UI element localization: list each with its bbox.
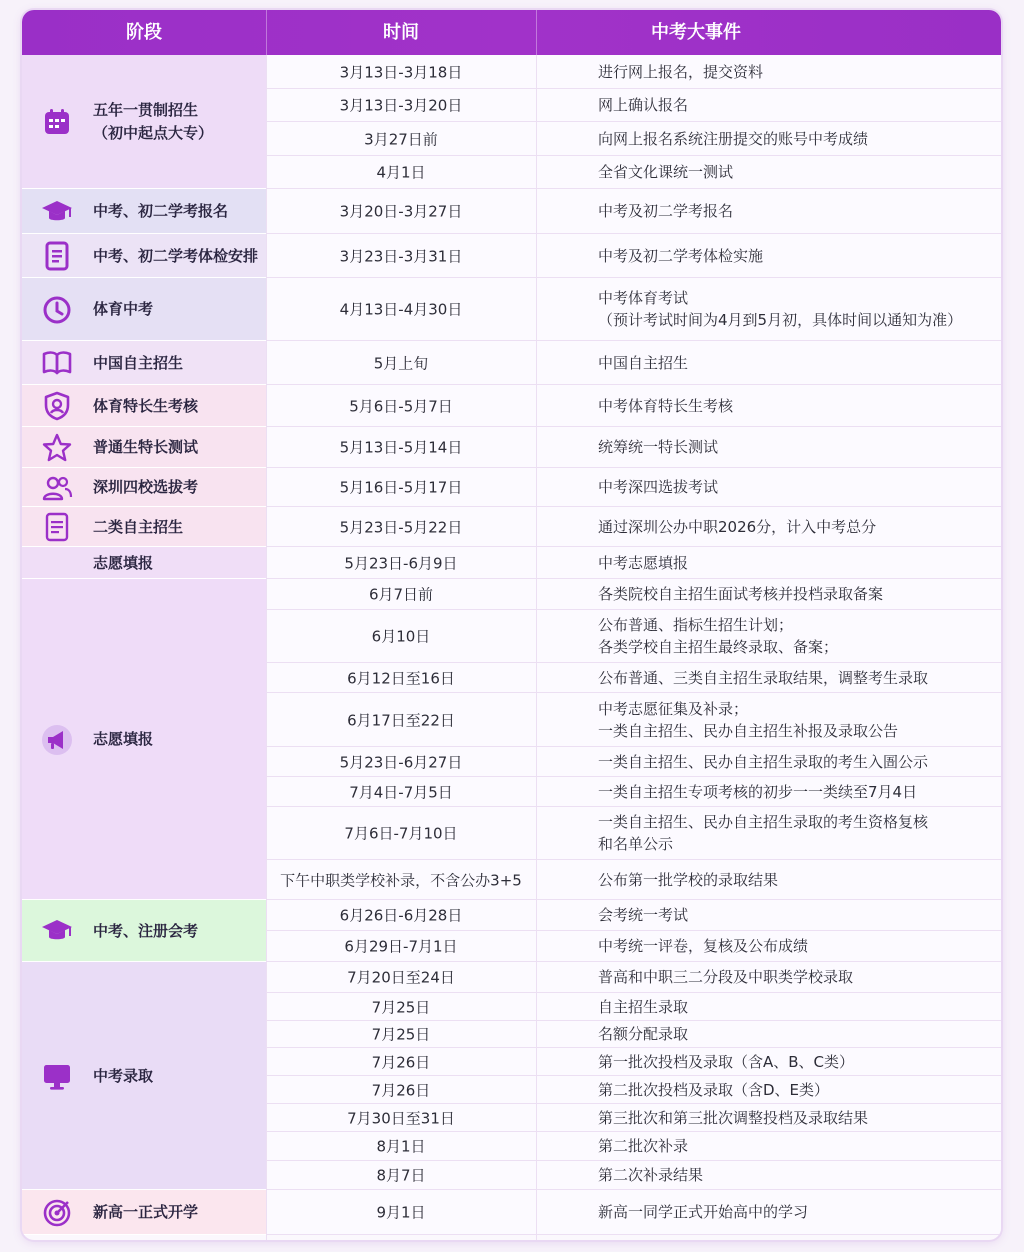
table-row [266, 1190, 1001, 1235]
table-row [266, 341, 1001, 385]
table-row [266, 693, 1001, 747]
row-time: 5月23日-5月22日 [339, 518, 463, 536]
header-time: 时间 [383, 22, 419, 43]
row-event: 中考深四选拔考试 [598, 478, 719, 496]
row-time: 6月29日-7月1日 [344, 937, 458, 956]
row-time: 7月26日 [371, 1053, 431, 1071]
row-time: 5月23日-6月27日 [339, 753, 463, 771]
table-row [266, 610, 1001, 663]
column-divider [266, 55, 267, 1240]
stage-label: 中国自主招生 [93, 353, 184, 372]
row-event: 各类院校自主招生面试考核并投档录取备案 [598, 585, 884, 603]
calendar-icon [40, 105, 74, 139]
row-time: 3月23日-3月31日 [339, 247, 463, 265]
megaphone-icon [40, 723, 74, 757]
table-row [266, 663, 1001, 693]
table-row [266, 1104, 1001, 1132]
users-icon [40, 471, 74, 505]
row-time: 8月7日 [376, 1166, 426, 1185]
table-row [266, 747, 1001, 777]
row-event: 中考志愿填报 [598, 553, 689, 572]
stage-label: 体育中考 [93, 300, 154, 318]
header-event: 中考大事件 [651, 22, 741, 43]
row-time: 7月25日 [371, 1025, 431, 1044]
table-row [266, 156, 1001, 189]
table-row [266, 547, 1001, 579]
stage-label: 体育特长生考核 [93, 396, 199, 415]
row-time: 6月7日前 [368, 585, 434, 604]
stage-label: 二类自主招生 [93, 517, 184, 536]
stage-label: 中考、初二学考体检安排 [93, 246, 259, 265]
schedule-table [22, 10, 1001, 1240]
stage-physical-exam [22, 234, 266, 278]
clock-icon [40, 293, 74, 327]
row-time: 3月27日前 [364, 130, 438, 148]
target-icon [40, 1196, 74, 1230]
row-time: 7月4日-7月5日 [349, 783, 453, 801]
stage-register-exam [22, 900, 266, 962]
row-time: 5月16日-5月17日 [339, 478, 463, 497]
row-time: 3月13日-3月18日 [339, 63, 463, 81]
row-time: 7月30日至31日 [347, 1109, 455, 1127]
stage-label: 深圳四校选拔考 [93, 478, 199, 496]
table-row [266, 55, 1001, 89]
row-event: 第一批次投档及录取（含A、B、C类） [598, 1052, 855, 1071]
row-event: 向网上报名系统注册提交的账号中考成绩 [598, 129, 869, 148]
row-event: 通过深圳公办中职2026分，计入中考总分 [598, 517, 877, 536]
table-row [266, 579, 1001, 610]
table-row [266, 900, 1001, 931]
stage-china-self-enroll [22, 341, 266, 385]
table-row [266, 234, 1001, 278]
row-time: 6月10日 [371, 627, 431, 646]
row-event: 统筹统一特长测试 [598, 438, 719, 456]
row-event: 全省文化课统一测试 [598, 163, 734, 181]
stage-admission [22, 962, 266, 1190]
table-row [266, 860, 1001, 900]
row-event: 自主招生录取 [598, 997, 689, 1016]
row-event: 第二次补录结果 [598, 1166, 704, 1184]
stage-second-class [22, 507, 266, 547]
table-row [266, 89, 1001, 122]
stage-label: 中考、初二学考报名 [93, 202, 229, 220]
row-event: 会考统一考试 [598, 906, 689, 924]
stage-label: 五年一贯制招生 （初中起点大专） [93, 101, 214, 142]
table-row [266, 1161, 1001, 1190]
stage-label: 中考、注册会考 [93, 921, 199, 940]
table-row [266, 1021, 1001, 1048]
row-event: 第二批次投档及录取（含D、E类） [598, 1080, 830, 1099]
row-time: 8月1日 [376, 1137, 426, 1156]
notepad-icon [40, 510, 74, 544]
row-time: 5月6日-5月7日 [349, 397, 453, 415]
stage-label: 志愿填报 [93, 553, 154, 572]
row-event: 中考及初二学考体检实施 [598, 246, 764, 265]
stage-specialty-test [22, 427, 266, 468]
graduation-cap-icon [40, 195, 74, 229]
stage-five-year [22, 55, 266, 189]
table-row [266, 993, 1001, 1021]
row-event: 中考统一评卷，复核及公布成绩 [598, 937, 809, 955]
row-time: 7月6日-7月10日 [344, 824, 458, 843]
stage-registration [22, 189, 266, 234]
stage-label: 普通生特长测试 [93, 438, 199, 456]
table-row [266, 278, 1001, 341]
row-time: 7月20日至24日 [347, 968, 455, 987]
star-icon [40, 431, 74, 465]
row-time: 5月上旬 [373, 354, 429, 372]
row-event: 中考志愿征集及补录； 一类自主招生、民办自主招生补报及录取公告 [598, 699, 899, 740]
row-time: 6月17日至22日 [347, 711, 455, 729]
book-icon [40, 346, 74, 380]
row-event: 中国自主招生 [598, 353, 689, 372]
row-event: 一类自主招生专项考核的初步一一类续至7月4日 [598, 782, 918, 801]
row-event: 网上确认报名 [598, 96, 689, 114]
stage-label: 新高一正式开学 [93, 1203, 199, 1221]
row-time: 3月20日-3月27日 [339, 202, 463, 221]
stage-volunteer-top [22, 547, 266, 579]
row-event: 公布第一批学校的录取结果 [598, 870, 779, 889]
row-event: 新高一同学正式开始高中的学习 [598, 1203, 809, 1221]
table-row [266, 1048, 1001, 1076]
row-time: 3月13日-3月20日 [339, 96, 463, 115]
table-row [266, 385, 1001, 427]
row-event: 公布普通、指标生招生计划； 各类学校自主招生最终录取、备案； [598, 616, 839, 656]
table-row [266, 1076, 1001, 1104]
table-row [266, 507, 1001, 547]
row-time: 5月13日-5月14日 [339, 438, 463, 457]
row-event: 第二批次补录 [598, 1137, 689, 1155]
column-divider [536, 55, 537, 1240]
stage-four-schools [22, 468, 266, 507]
header-stage: 阶段 [126, 22, 162, 43]
row-event: 进行网上报名，提交资料 [598, 62, 764, 81]
stage-label: 中考录取 [93, 1066, 154, 1085]
row-time: 4月13日-4月30日 [339, 300, 463, 319]
row-time: 4月1日 [376, 163, 426, 182]
row-time: 6月12日至16日 [347, 669, 455, 687]
row-time: 5月23日-6月9日 [344, 554, 458, 572]
table-row [266, 931, 1001, 962]
row-event: 名额分配录取 [598, 1025, 689, 1043]
row-event: 公布普通、三类自主招生录取结果，调整考生录取 [598, 668, 929, 687]
stage-school-start [22, 1190, 266, 1235]
row-time: 7月26日 [371, 1081, 431, 1099]
table-row [266, 1132, 1001, 1161]
stage-volunteer [22, 579, 266, 900]
row-time: 9月1日 [376, 1203, 426, 1222]
monitor-icon [40, 1059, 74, 1093]
stage-pe-exam [22, 278, 266, 341]
row-time: 6月26日-6月28日 [339, 906, 463, 925]
table-row [266, 122, 1001, 156]
row-time: 下午中职类学校补录，不含公办3+5 [280, 871, 522, 889]
row-event: 普高和中职三二分段及中职类学校录取 [598, 968, 854, 986]
row-time: 7月25日 [371, 998, 431, 1016]
document-icon [40, 239, 74, 273]
table-row [266, 777, 1001, 807]
row-event: 中考及初二学考报名 [598, 202, 734, 220]
table-header [22, 10, 1001, 55]
table-row [266, 807, 1001, 860]
table-row [266, 189, 1001, 234]
shield-icon [40, 389, 74, 423]
stage-pe-specialty [22, 385, 266, 427]
table-row [266, 962, 1001, 993]
row-event: 一类自主招生、民办自主招生录取的考生资格复核 和名单公示 [598, 813, 929, 853]
row-event: 一类自主招生、民办自主招生录取的考生入圄公示 [598, 752, 929, 771]
row-event: 第三批次和第三批次调整投档及录取结果 [598, 1108, 869, 1127]
stage-label: 志愿填报 [93, 730, 154, 748]
graduation-cap-icon [40, 914, 74, 948]
row-event: 中考体育特长生考核 [598, 396, 734, 415]
table-row [266, 427, 1001, 468]
table-row [266, 468, 1001, 507]
row-event: 中考体育考试 （预计考试时间为4月到5月初，具体时间以通知为准） [598, 289, 963, 329]
